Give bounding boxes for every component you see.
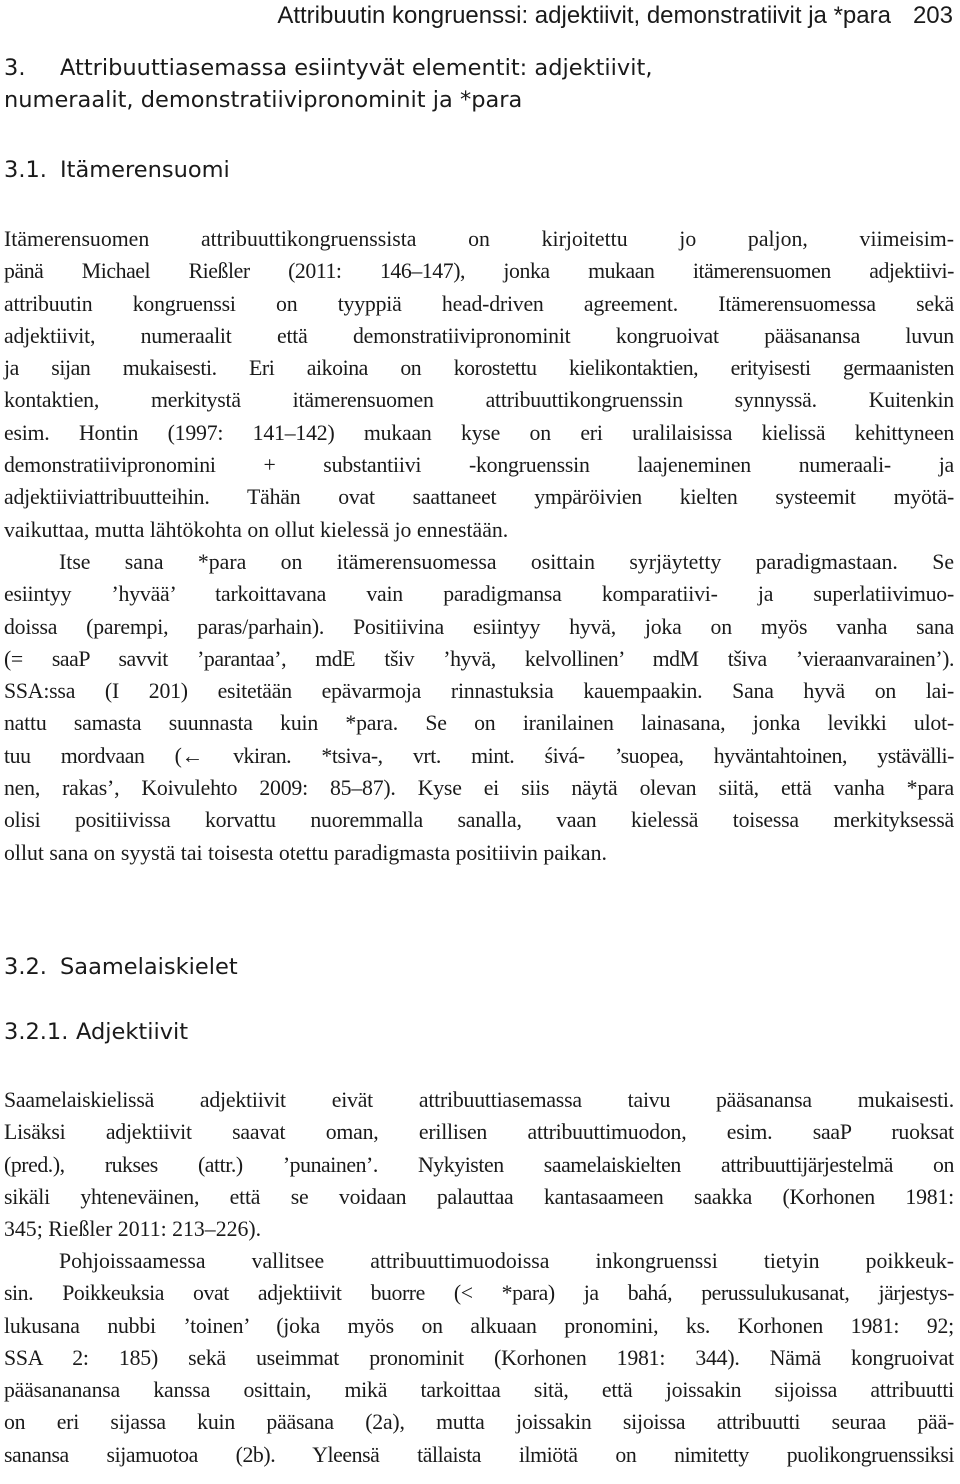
running-header	[0, 2, 953, 30]
section-number: 3.2.	[4, 954, 47, 980]
text-line: Pohjoissaamessa vallitsee attribuuttimuodoissa inkongruenssi tietyin poikkeuk-	[59, 1249, 954, 1273]
text-line: (= saaP savvit ’parantaa’, mdE tšiv ’hyvä, kelvollinen’ mdM tšiva ’vieraanvarainen’).	[4, 646, 954, 671]
text-line: sin. Poikkeuksia ovat adjektiivit buorre (< *para) ja bahá, perussulukusanat, järjestys-	[4, 1281, 954, 1306]
text-line: vaikuttaa, mutta lähtökohta on ollut kielessä jo ennestään.	[4, 517, 509, 542]
paragraph-1	[4, 223, 954, 546]
text-line: pänä Michael Rießler (2011: 146–147), jonka mukaan itämerensuomen adjektiivi-	[4, 259, 954, 284]
paragraph-4	[4, 1245, 954, 1471]
section-heading-3	[4, 52, 652, 116]
text-line: nattu samasta suunnasta kuin *para. Se on iranilainen lainasana, jonka levikki ulot-	[4, 711, 954, 736]
text-line: pääsananansa kanssa osittain, mikä tarkoittaa sitä, että joissakin sijoissa attribuutti	[4, 1378, 954, 1403]
text-line: demonstratiivipronomini + substantiivi -kongruenssin laajeneminen numeraali- ja	[4, 453, 954, 478]
text-line: esim. Hontin (1997: 141–142) mukaan kyse on eri uralilaisissa kielissä kehittyneen	[4, 420, 954, 445]
text-line: Saamelaiskielissä adjektiivit eivät attribuuttiasemassa taivu pääsanansa mukaisesti.	[4, 1088, 954, 1112]
text-line: sanansa sijamuotoa (2b). Yleensä tällaista ilmiötä on nimitetty puolikongruenssiksi	[4, 1442, 954, 1467]
text-line: SSA:ssa (I 201) esitetään epävarmoja rinnastuksia kauempaakin. Sana hyvä on lai-	[4, 679, 954, 704]
text-line: adjektiiviattribuutteihin. Tähän ovat saattaneet ympäröivien kielten systeemit myötä-	[4, 485, 954, 510]
text-line: doissa (parempi, paras/parhain). Positiivina esiintyy hyvä, joka on myös vanha sana	[4, 614, 954, 639]
text-line: ollut sana on syystä tai toisesta otettu paradigmasta positiivin paikan.	[4, 840, 607, 865]
text-line: ja sijan mukaisesti. Eri aikoina on korostettu kielikontaktien, erityisesti germaanisten	[4, 356, 954, 381]
section-title: Saamelaiskielet	[60, 954, 238, 980]
text-line: olisi positiivissa korvattu nuoremmalla sanalla, vaan kielessä toisessa merkityksessä	[4, 808, 954, 833]
text-line: esiintyy ’hyvää’ tarkoittavana vain paradigmansa komparatiivi- ja superlatiivimuo-	[4, 582, 954, 607]
section-title: Itämerensuomi	[60, 157, 230, 183]
section-heading-3-2-1	[4, 1016, 188, 1048]
section-title: Adjektiivit	[76, 1019, 189, 1045]
text-line: adjektiivit, numeraalit että demonstratiivipronominit kongruoivat pääsanansa luvun	[4, 323, 954, 348]
text-line: (pred.), rukses (attr.) ’punainen’. Nykyisten saamelaiskielten attribuuttijärjestelmä on	[4, 1152, 954, 1177]
text-line: 345; Rießler 2011: 213–226).	[4, 1217, 262, 1242]
text-line: Lisäksi adjektiivit saavat oman, erillisen attribuuttimuodon, esim. saaP ruoksat	[4, 1120, 954, 1145]
text-line: Itämerensuomen attribuuttikongruenssista on kirjoitettu jo paljon, viimeisim-	[4, 227, 954, 251]
section-heading-3-1	[4, 154, 230, 186]
running-title: Attribuutin kongruenssi: adjektiivit, demonstratiivit ja *para	[277, 2, 891, 29]
text-line: Itse sana *para on itämerensuomessa osittain syrjäytetty paradigmastaan. Se	[59, 550, 954, 574]
text-line: attribuutin kongruenssi on tyyppiä head-driven agreement. Itämerensuomessa sekä	[4, 291, 954, 316]
section-number: 3.	[4, 55, 26, 81]
text-line: sikäli yhteneväinen, että se voidaan palauttaa kantasaameen saakka (Korhonen 1981:	[4, 1184, 954, 1209]
paragraph-3	[4, 1084, 954, 1245]
text-line: SSA 2: 185) sekä useimmat pronominit (Korhonen 1981: 344). Nämä kongruoivat	[4, 1345, 954, 1370]
page-number: 203	[912, 2, 953, 29]
paragraph-2	[4, 546, 954, 869]
section-heading-3-2	[4, 951, 238, 983]
text-line: kontaktien, merkitystä itämerensuomen attribuuttikongruenssin synnyssä. Kuitenkin	[4, 388, 954, 413]
section-number: 3.2.1.	[4, 1019, 69, 1045]
text-line: tuu mordvaan (← vkiran. *tsiva-, vrt. mint. śivá- ’suopea, hyväntahtoinen, ystävälli-	[4, 743, 954, 768]
text-line: nen, rakas’, Koivulehto 2009: 85–87). Kyse ei siis näytä olevan siitä, että vanha *para	[4, 776, 954, 801]
section-number: 3.1.	[4, 157, 47, 183]
text-line: on eri sijassa kuin pääsana (2a), mutta joissakin sijoissa attribuutti seuraa pää-	[4, 1410, 954, 1435]
text-line: lukusana nubbi ’toinen’ (joka myös on alkuaan pronomini, ks. Korhonen 1981: 92;	[4, 1313, 954, 1338]
section-title-line: numeraalit, demonstratiivipronominit ja *para	[4, 87, 523, 113]
section-title-line: Attribuuttiasemassa esiintyvät elementit: adjektiivit,	[60, 55, 653, 81]
